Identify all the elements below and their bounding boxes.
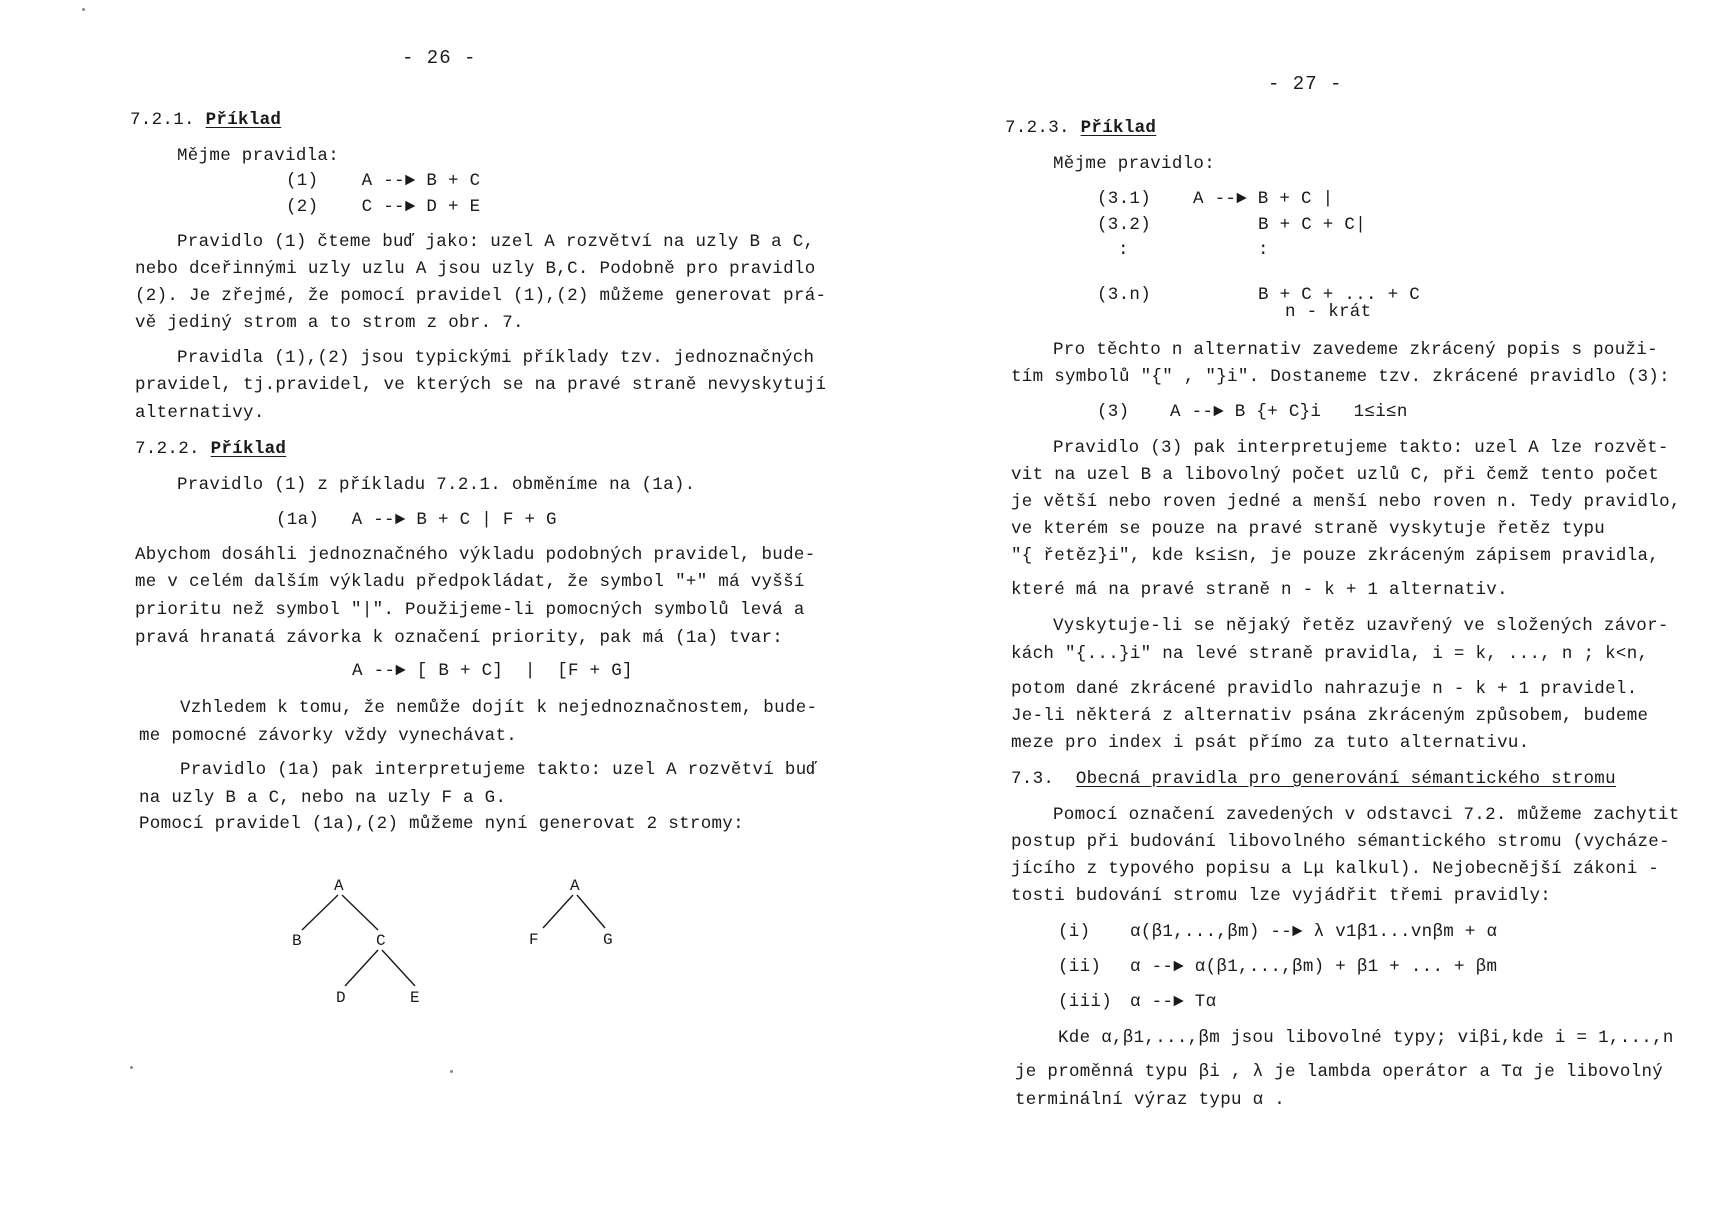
rule-1a: (1a) A --► B + C | F + G <box>276 510 557 530</box>
rule-label: (i) <box>1058 922 1091 942</box>
rule-label: (3.2) <box>1097 215 1152 235</box>
text-line: Pravidlo (3) pak interpretujeme takto: uzel A lze rozvět- <box>1053 438 1669 458</box>
ellipsis-dots: : <box>1258 240 1269 260</box>
tree-node-e: E <box>410 989 420 1007</box>
tree-edge <box>543 895 573 928</box>
page-number: - 27 - <box>1268 73 1343 95</box>
rule-label: (3.n) <box>1097 285 1152 305</box>
text-line: pravidel, tj.pravidel, ve kterých se na pravé straně nevyskytují <box>135 375 827 395</box>
text-line: kách "{...}i" na levé straně pravidla, i = k, ..., n ; k<n, <box>1011 644 1649 664</box>
text-line: meze pro index i psát přímo za tuto alternativu. <box>1011 733 1530 753</box>
text-line: alternativy. <box>135 403 265 423</box>
section-heading-7-2-2 <box>135 439 286 459</box>
text-line: je proměnná typu βi , λ je lambda operátor a Tα je libovolný <box>1015 1062 1664 1082</box>
section-number: 7.2.2. <box>135 439 200 459</box>
text-line: ve kterém se pouze na pravé straně vyskytuje řetěz typu <box>1011 519 1606 539</box>
tree-node-g: G <box>603 931 613 949</box>
text-line: me pomocné závorky vždy vynechávat. <box>139 726 518 746</box>
tree-edge <box>577 895 605 928</box>
rule-iii: α --► Tα <box>1130 992 1217 1012</box>
scan-speck <box>450 1070 453 1073</box>
text-line: jícího z typového popisu a Lμ kalkul). Nejobecnější zákoni - <box>1011 859 1660 879</box>
rule-2: (2) C --► D + E <box>286 197 481 217</box>
rule-3-2: B + C + C| <box>1258 215 1367 235</box>
text-line: Pomocí označení zavedených v odstavci 7.2. můžeme zachytit <box>1053 805 1680 825</box>
tree-node-f: F <box>529 931 539 949</box>
text-line: (2). Je zřejmé, že pomocí pravidel (1),(2) můžeme generovat prá- <box>135 286 827 306</box>
rule-1: (1) A --► B + C <box>286 171 481 191</box>
text-line: Pomocí pravidel (1a),(2) můžeme nyní generovat 2 stromy: <box>139 814 744 834</box>
text-line: Pro těchto n alternativ zavedeme zkrácený popis s použi- <box>1053 340 1658 360</box>
text-line: tosti budování stromu lze vyjádřit třemi pravidly: <box>1011 886 1552 906</box>
tree-edge <box>342 895 378 930</box>
rule-i: α(β1,...,βm) --► λ v1β1...vnβm + α <box>1130 922 1498 942</box>
text-line: Je-li některá z alternativ psána zkráceným způsobem, budeme <box>1011 706 1649 726</box>
tree-edge <box>345 950 378 986</box>
section-title: Příklad <box>205 110 282 130</box>
text-line: Pravidlo (1) čteme buď jako: uzel A rozvětví na uzly B a C, <box>177 232 815 252</box>
text-line: Pravidlo (1) z příkladu 7.2.1. obměníme na (1a). <box>177 475 696 495</box>
section-title: Příklad <box>210 439 287 459</box>
rule-label: (3.1) <box>1097 189 1152 209</box>
text-line: terminální výraz typu α . <box>1015 1090 1286 1110</box>
text-line: tím symbolů "{" , "}i". Dostaneme tzv. zkrácené pravidlo (3): <box>1011 367 1670 387</box>
section-heading-7-3 <box>1011 769 1616 789</box>
tree-node-a: A <box>570 877 580 895</box>
section-heading-7-2-1 <box>130 110 281 130</box>
section-number: 7.2.3. <box>1005 118 1070 138</box>
section-title: Příklad <box>1080 118 1157 138</box>
tree-edge <box>302 895 338 930</box>
tree-diagram-2 <box>515 870 625 960</box>
section-title: Obecná pravidla pro generování sémantického stromu <box>1075 769 1616 789</box>
text-line: prioritu než symbol "|". Použijeme-li pomocných symbolů levá a <box>135 600 805 620</box>
text-line: postup při budování libovolného sémantického stromu (vycháze- <box>1011 832 1670 852</box>
tree-diagram-1 <box>270 870 450 1010</box>
scan-speck <box>130 1066 133 1069</box>
rule-3-1: A --► B + C | <box>1193 189 1334 209</box>
text-line: Pravidla (1),(2) jsou typickými příklady tzv. jednoznačných <box>177 348 815 368</box>
text-line: Mějme pravidlo: <box>1053 154 1216 174</box>
tree-edge <box>382 950 415 986</box>
text-line: na uzly B a C, nebo na uzly F a G. <box>139 788 507 808</box>
text-line: které má na pravé straně n - k + 1 alternativ. <box>1011 580 1508 600</box>
section-heading-7-2-3 <box>1005 118 1156 138</box>
rule-note: n - krát <box>1285 302 1372 322</box>
rule-label: (iii) <box>1058 992 1113 1012</box>
section-number: 7.2.1. <box>130 110 195 130</box>
text-line: potom dané zkrácené pravidlo nahrazuje n - k + 1 pravidel. <box>1011 679 1638 699</box>
text-line: vit na uzel B a libovolný počet uzlů C, při čemž tento počet <box>1011 465 1660 485</box>
text-line: "{ řetěz}i", kde k≤i≤n, je pouze zkráceným zápisem pravidla, <box>1011 546 1660 566</box>
text-line: Mějme pravidla: <box>177 146 340 166</box>
tree-node-a: A <box>334 877 344 895</box>
tree-node-b: B <box>292 932 302 950</box>
scan-speck <box>82 8 85 11</box>
section-number: 7.3. <box>1011 769 1055 789</box>
ellipsis-dots: : <box>1118 240 1129 260</box>
rule-ii: α --► α(β1,...,βm) + β1 + ... + βm <box>1130 957 1498 977</box>
tree-node-d: D <box>336 989 346 1007</box>
text-line: me v celém dalším výkladu předpokládat, že symbol "+" má vyšší <box>135 572 805 592</box>
text-line: Vyskytuje-li se nějaký řetěz uzavřený ve složených závor- <box>1053 616 1669 636</box>
text-line: pravá hranatá závorka k označení priority, pak má (1a) tvar: <box>135 628 784 648</box>
tree-node-c: C <box>376 932 386 950</box>
rule-3-n: B + C + ... + C <box>1258 285 1421 305</box>
text-line: vě jediný strom a to strom z obr. 7. <box>135 313 524 333</box>
text-line: Kde α,β1,...,βm jsou libovolné typy; viβi,kde i = 1,...,n <box>1058 1028 1674 1048</box>
text-line: nebo dceřinnými uzly uzlu A jsou uzly B,C. Podobně pro pravidlo <box>135 259 816 279</box>
page-right <box>865 0 1730 1225</box>
text-line: Pravidlo (1a) pak interpretujeme takto: uzel A rozvětví buď <box>180 760 818 780</box>
rule-label: (3) <box>1097 402 1130 422</box>
page-number: - 26 - <box>402 47 477 69</box>
text-line: je větší nebo roven jedné a menší nebo roven n. Tedy pravidlo, <box>1011 492 1681 512</box>
rule-3: A --► B {+ C}i 1≤i≤n <box>1170 402 1408 422</box>
text-line: Vzhledem k tomu, že nemůže dojít k nejednoznačnostem, bude- <box>180 698 818 718</box>
text-line: Abychom dosáhli jednoznačného výkladu podobných pravidel, bude- <box>135 545 816 565</box>
rule-label: (ii) <box>1058 957 1102 977</box>
rule-1a-bracketed: A --► [ B + C] | [F + G] <box>352 661 633 681</box>
